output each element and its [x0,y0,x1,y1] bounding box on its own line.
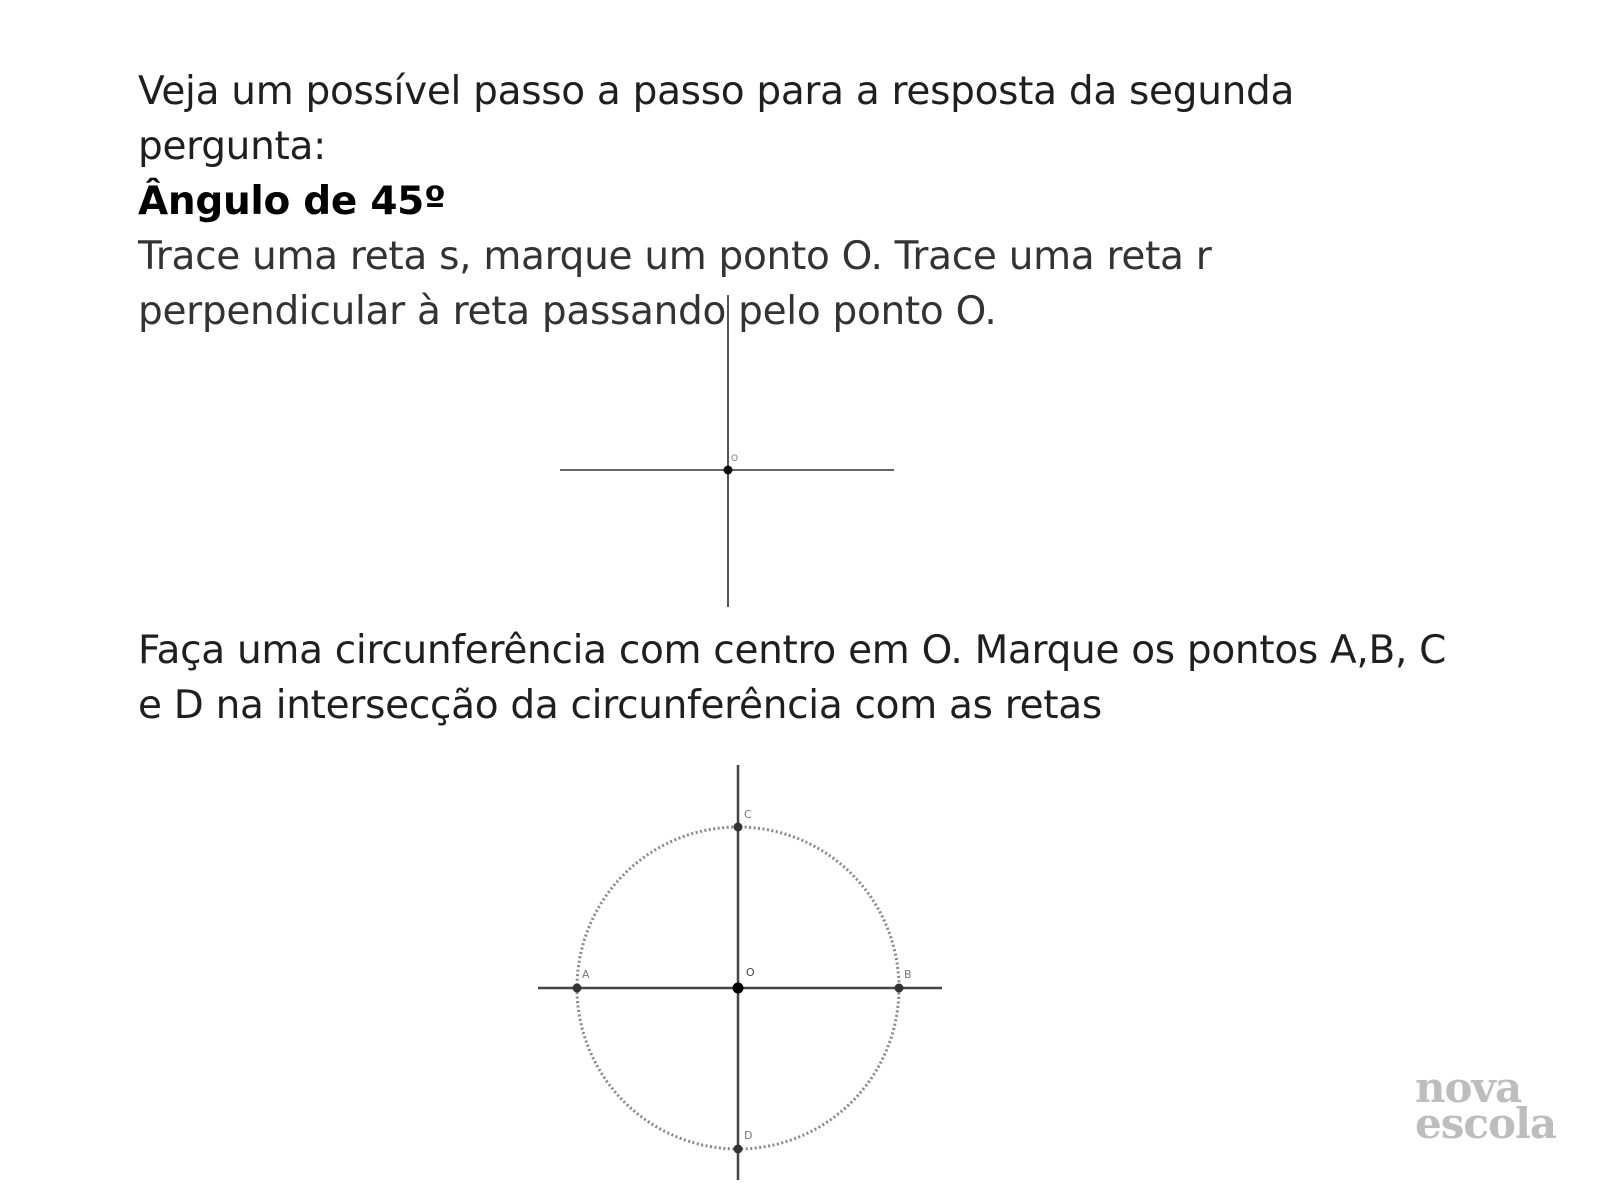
point-d [734,1145,743,1154]
step-2-block [138,623,1468,733]
nova-escola-logo [1415,1063,1575,1148]
intro-lead: Veja um possível passo a passo para a resposta da segunda pergunta: [138,69,1295,169]
point-o-label: O [731,454,739,464]
point-b [895,984,904,993]
label-b: B [904,968,912,981]
perpendicular-lines-figure [560,295,900,595]
label-a: A [582,968,590,981]
step-2-text: Faça uma circunferência com centro em O. Marque os pontos A,B, C e D na intersecção da circunferência com as retas [138,628,1447,728]
point-a [573,984,582,993]
point-c [734,823,743,832]
label-c: C [744,808,752,821]
section-heading: Ângulo de 45º [138,179,446,224]
label-o: O [746,966,755,979]
logo-line-2: escola [1415,1099,1557,1148]
label-d: D [744,1129,753,1142]
point-o [733,983,744,994]
circle-construction-figure [530,770,950,1190]
step-1-text: Trace uma reta s, marque um ponto O. Trace uma reta r perpendicular à reta passando pelo ponto O. [138,234,1212,334]
point-o [724,466,733,475]
logo-line-1: nova [1415,1063,1522,1112]
